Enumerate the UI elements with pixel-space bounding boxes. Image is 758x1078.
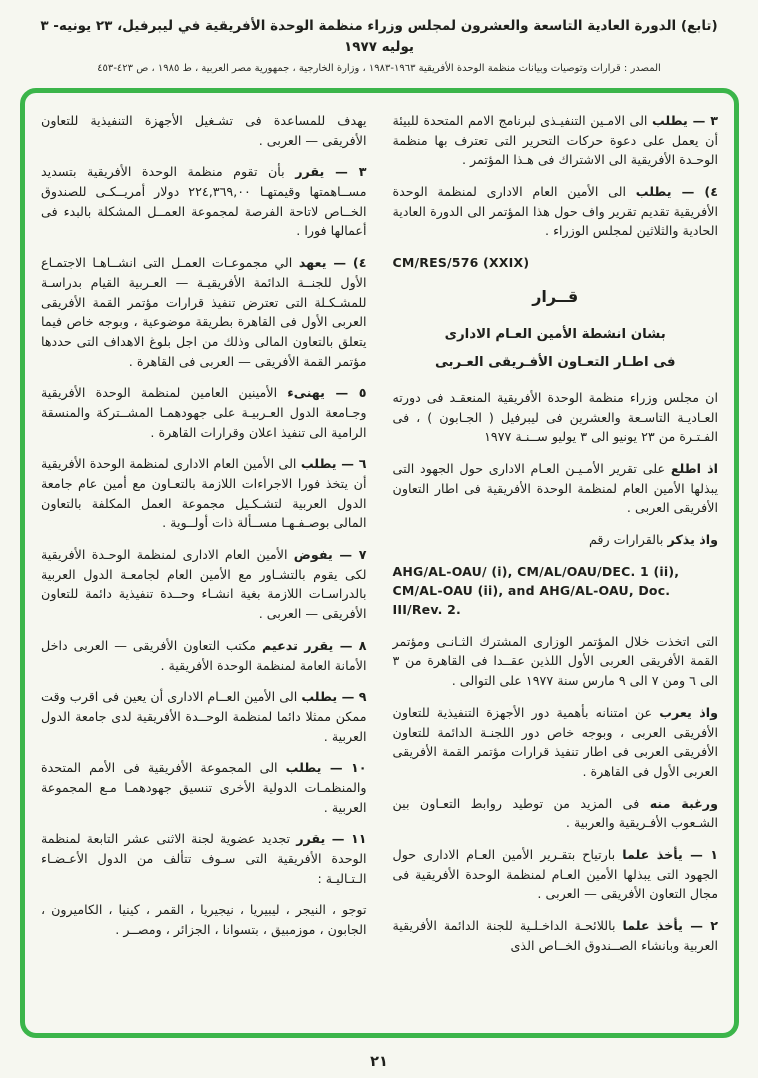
paragraph-lead: ٤) — يطلب	[635, 184, 718, 200]
paragraph-text: الى الأمين العام الادارى لمنظمة الوحدة الأفريقية أن يتخذ فورا الاجراءات اللازمة بالتعـاون مع أمين عام جامعة الدول العربية لتشـكـيل مجموعة العمل المكلفة بالتعاون المالى بوصـفـهـا مســألة ذات أولــوية .	[41, 456, 367, 531]
resolution-subtitle-2: فى اطـار التعـاون الأفـريقى العـربى	[434, 355, 676, 371]
paragraph	[41, 829, 367, 888]
paragraph	[393, 794, 719, 833]
paragraph-text: الأمينين العامين لمنظمة الوحدة الأفريقية وجـامعة الدول العـربيـة على جهودهمـا المشــتركة والمنسقة الرامية الى تنفيذ اعلان وقرارات القاهرة .	[41, 385, 367, 440]
paragraph	[393, 632, 719, 691]
paragraph	[393, 388, 719, 447]
paragraph-lead: ٧ — يفوض	[293, 547, 367, 563]
paragraph-lead: ١٠ — يطلب	[285, 760, 367, 776]
green-content-frame	[20, 88, 739, 1038]
two-column-layout	[41, 111, 718, 1015]
page-number: ٢١	[370, 1054, 388, 1070]
paragraph	[41, 162, 367, 241]
paragraph-lead: ٤) — يعهد	[298, 255, 367, 271]
paragraph-text: فى المزيد من توطيد روابط التعـاون بين الشـعوب الأفـريقية والعربية .	[392, 795, 718, 831]
paragraph	[393, 703, 719, 782]
page-footer	[0, 1051, 758, 1070]
paragraph-text: بأن تقوم منظمة الوحدة الأفريقية بتسديد مســاهمتها وقيمتهـا ٢٢٤,٣٦٩,٠٠ دولار أمريــكـى للصندوق الخــاص لاتاحة الفرصة لمجموعة العمــل المشكلة بالبدء فى أعمالها فورا .	[41, 164, 367, 239]
paragraph-text: بارتياح بتقـرير الأمين العـام الادارى حول الجهود التى يبذلها الأمين العـام لمنظمة الوحدة الأفريقية فى مجال التعاون الأفريقى — العربى .	[392, 846, 718, 902]
paragraph-lead: ٩ — يطلب	[301, 689, 367, 705]
paragraph-lead: ١ — يأخذ علما	[622, 846, 718, 862]
paragraph-text: الى المجموعة الأفريقية فى الأمم المتحدة والمنظمـات الدولية الأخرى تنسيق جهودهمـا مـع المجموعة العربية .	[41, 760, 367, 815]
paragraph-lead: ١١ — يقرر	[296, 831, 367, 847]
paragraph-text: الأمين العام الادارى لمنظمة الوحـدة الأفريقية لكى يقوم بالتشـاور مع الأمين العام لجامعـة الدول العربية بالدراسـات اللازمة بغية انشـاء وحــدة تنفيذية دائمة للتعاون الأفريقى — العربى .	[41, 547, 367, 622]
paragraph	[41, 383, 367, 442]
paragraph	[393, 111, 719, 170]
paragraph-text: مكتب التعاون الأفريقى — العربى داخل الأمانة العامة لمنظمة الوحدة الأفريقية .	[41, 637, 367, 673]
paragraph	[393, 182, 719, 241]
paragraph-lead: ٣ — يطلب	[652, 113, 718, 128]
paragraph	[41, 900, 367, 939]
paragraph-text: عن امتنانه بأهمية دور الأجهزة التنفيذية للتعاون الأفريقى العربى ، وبوجه خاص دور اللجنـة الدائمة للتعاون الأفريقى العربى فى اطار تنفيذ قرارات مؤتمر القمة الأفريقى العربى الأول فى القاهرة .	[392, 704, 718, 779]
paragraph-text: الي مجموعـات العمـل التى انشــاهـا الاجتمـاع الأول للجنــة الدائمة الأفريقيـة — العـربية القيام بدراسـة للمشـكـلة التى تعترض تنفيذ قرارات مؤتمر القمة الأفريقى العربى الأول فى القاهرة بطريقة موضوعية ، وبوجه خاص فيما يتعلق بالتعاون المالى وذلك من اجل بلوغ الاهداف التى حددها مؤتمر القمة الأفريقى — العربى فى القاهرة .	[41, 255, 367, 369]
paragraph-text: الى الامـين التنفيـذى لبرنامج الامم المتحدة للبيئة أن يعمل على دعوة حركات التحرير التى تعترف بها منظمة الوحـدة الأفريقية الى الاشتراك فى هـذا المؤتمر .	[392, 113, 718, 168]
paragraph-text: يهدف للمساعدة فى تشـغيل الأجهزة التنفيذية للتعاون الأفريقى — العربى .	[41, 113, 367, 148]
paragraph-lead: ٨ — يقرر تدعيم	[261, 637, 367, 653]
paragraph-lead: اذ اطلع	[670, 460, 718, 476]
paragraph-lead: واذ يذكر	[667, 531, 718, 547]
paragraph	[393, 845, 719, 904]
paragraph-lead: ٥ — يهنىء	[287, 385, 367, 401]
paragraph	[393, 530, 719, 550]
paragraph	[41, 687, 367, 746]
paragraph	[41, 758, 367, 817]
paragraph-lead: ٣ — يقرر	[295, 164, 367, 180]
paragraph-text: الى الأمين العام الادارى لمنظمة الوحدة الأفريقية تقديم تقرير واف حول هذا المؤتمر الى الدورة العادية الحادية والثلاثين لمجلس الوزراء .	[392, 184, 718, 239]
paragraph-lead: ٢ — يأخذ علما	[622, 918, 718, 934]
paragraph-lead: ورغبة منه	[649, 795, 718, 811]
paragraph-text: على تقرير الأمـيـن العـام الادارى حول الجهود التى يبذلها الأمين العام لمنظمة الوحدة الأفريقية فى اطار التعاون الأفريقى العربى .	[392, 460, 718, 516]
paragraph-text: تجديد عضوية لجنة الاثنى عشر التابعة لمنظمة الوحدة الأفريقية التى سـوف تتألف من الدول الأعـضـاء الـتـاليـة :	[41, 831, 367, 886]
paragraph-text: التى اتخذت خلال المؤتمر الوزارى المشترك الثـانـى ومؤتمر القمة الأفريقى العربى الأول اللذين عقــدا فى القاهرة من ٣ الى ٦ ومن ٧ الى ٩ مارس سنة ١٩٧٧ على التوالى .	[392, 633, 718, 689]
paragraph	[41, 454, 367, 533]
resolution-subtitle-1: بشان انشطة الأمين العـام الادارى	[444, 327, 666, 343]
paragraph-text: توجو ، النيجر ، ليبيريا ، نيجيريا ، القمر ، كينيا ، الكاميرون ، الجابون ، موزمبيق ، بتسوانا ، الجزائر ، ومصــر .	[41, 902, 367, 938]
paragraph-text: الى الأمين العــام الادارى أن يعين فى اقرب وقت ممكن ممثلا دائما لمنظمة الوحــدة الأفريقية لدى جامعة الدول العربية .	[41, 689, 367, 744]
paragraph-text: بالقرارات رقم	[588, 531, 664, 547]
paragraph-lead: واذ يعرب	[659, 704, 718, 720]
paragraph	[41, 111, 367, 150]
column-left	[41, 111, 367, 1015]
paragraph-text: باللائحـة الداخـلـية للجنة الدائمة الأفريقية العربية وبانشاء الصــندوق الخــاص الذى	[392, 918, 718, 953]
paragraph	[41, 545, 367, 624]
cited-resolutions-codes: AHG/AL-OAU/ (i), CM/AL/OAU/DEC. 1 (ii), CM/AL-OAU (ii), and AHG/AL-OAU, Doc. III/Rev. 2.	[392, 563, 680, 618]
paragraph-lead: ٦ — يطلب	[300, 456, 367, 472]
resolution-title: قــرار	[532, 286, 579, 306]
resolution-reference-code: CM/RES/576 (XXIX)	[392, 255, 530, 271]
paragraph	[41, 253, 367, 371]
page-header	[0, 0, 758, 74]
paragraph	[393, 916, 719, 955]
paragraph	[393, 459, 719, 518]
paragraph	[41, 636, 367, 675]
header-source-note: المصدر : قرارات وتوصيات وبيانات منظمة الوحدة الأفريقية ١٩٦٣-١٩٨٣ ، وزارة الخارجية ، جمهورية مصر العربية ، ط ١٩٨٥ ، ص ٤٢٣-٤٥٣	[97, 62, 661, 74]
header-session-title: (تابع) الدورة العادية التاسعة والعشرون لمجلس وزراء منظمة الوحدة الأفريقية في ليبرفيل، ٢٣ يونيه- ٣ يوليه ١٩٧٧	[40, 18, 718, 55]
paragraph-text: ان مجلس وزراء منظمة الوحدة الأفريقية المنعقـد فى دورته العـاديـة التاسـعة والعشرين فى ليبرفيل ( الجـابون ) ، فى الفـتـرة من ٢٣ يونيو الى ٣ يوليو ســنـة ١٩٧٧	[392, 389, 718, 445]
column-right	[393, 111, 719, 1015]
